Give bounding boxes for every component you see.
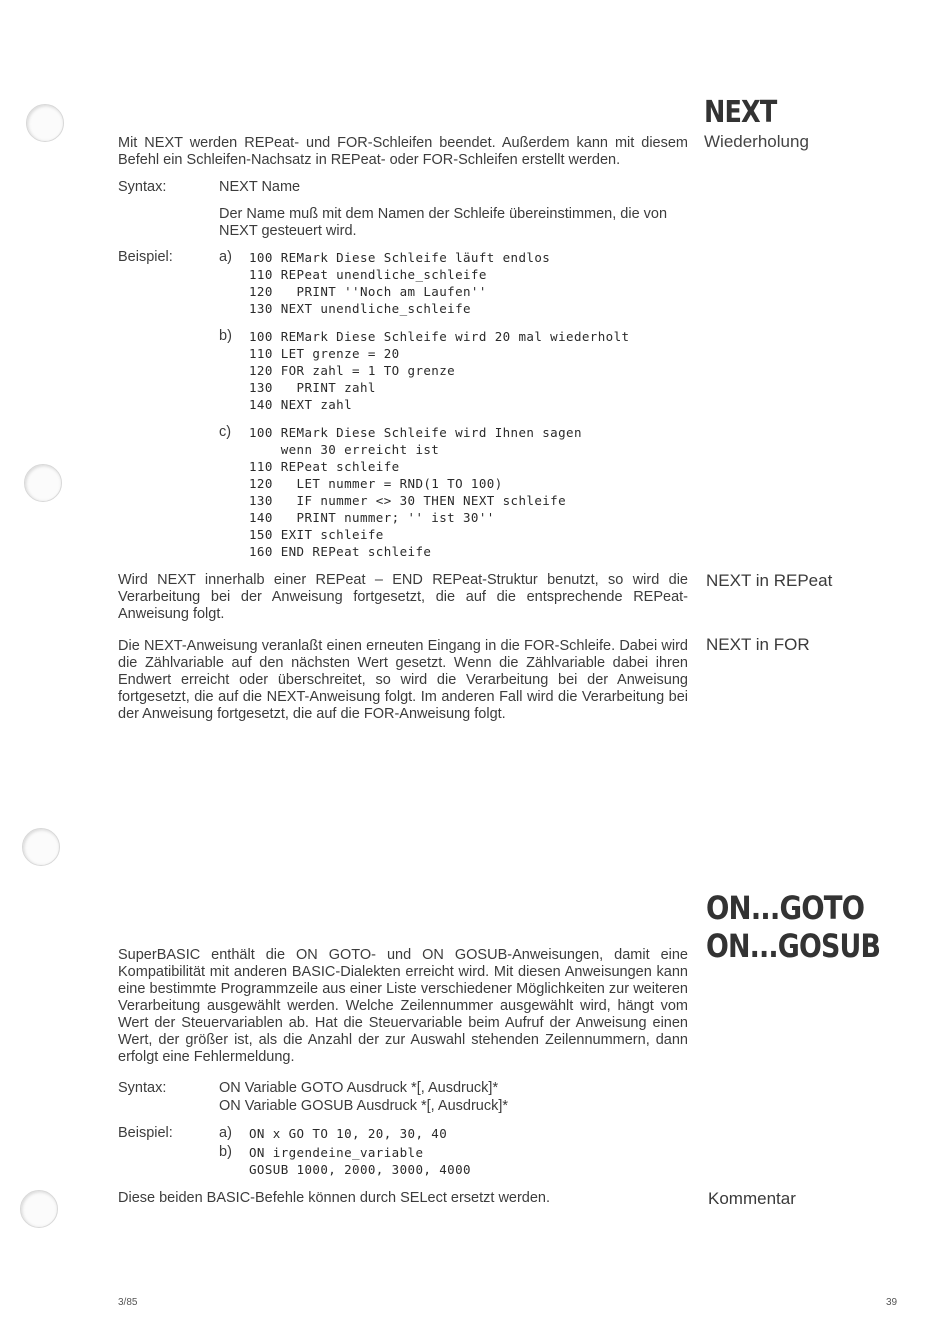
- on-goto-title: ON...GOTO: [706, 889, 865, 927]
- on-gosub-title: ON...GOSUB: [706, 927, 881, 965]
- next-subtitle: Wiederholung: [704, 132, 809, 151]
- next-in-for-paragraph: Die NEXT-Anweisung veranlaßt einen erneuten Eingang in die FOR-Schleife. Dabei wird die Zählvariable auf den nächsten Wert gesetzt. Wenn die Zählvariable dabei ihren Endwert erreicht oder überschreitet, so wird die Verarbeitung bei der Anweisung fortgesetzt, die auf die NEXT-Anweisung folgt. Im anderen Fall wird die Verarbeitung bei der Anweisung fortgesetzt, die auf die FOR-Anweisung folgt.: [118, 638, 688, 722]
- on-code-example-b: ON irgendeine_variable GOSUB 1000, 2000, 3000, 4000: [249, 1145, 471, 1177]
- next-in-repeat-heading: NEXT in REPeat: [706, 571, 833, 590]
- kommentar-heading: Kommentar: [708, 1189, 796, 1208]
- on-syntax-label: Syntax:: [118, 1080, 167, 1096]
- code-example-b: 100 REMark Diese Schleife wird 20 mal wiederholt 110 LET grenze = 20 120 FOR zahl = 1 TO grenze 130 PRINT zahl 140 NEXT zahl: [249, 329, 630, 412]
- next-syntax: NEXT Name: [219, 179, 301, 195]
- binder-hole: [24, 464, 62, 502]
- binder-hole: [20, 1190, 58, 1228]
- example-letter: b): [219, 1144, 232, 1160]
- next-in-repeat-paragraph: Wird NEXT innerhalb einer REPeat – END REPeat-Struktur benutzt, so wird die Verarbeitung bei der Anweisung fortgesetzt, die auf die entsprechende REPeat-Anweisung folgt.: [118, 572, 688, 622]
- on-syntax-gosub: ON Variable GOSUB Ausdruck *[, Ausdruck]*: [219, 1098, 509, 1114]
- on-syntax-goto: ON Variable GOTO Ausdruck *[, Ausdruck]*: [219, 1080, 499, 1096]
- binder-hole: [22, 828, 60, 866]
- on-example-label: Beispiel:: [118, 1125, 173, 1141]
- next-in-for-heading: NEXT in FOR: [706, 635, 810, 654]
- on-code-example-a: ON x GO TO 10, 20, 30, 40: [249, 1126, 448, 1141]
- example-letter: a): [219, 1125, 232, 1141]
- next-keyword-title: NEXT: [704, 95, 777, 130]
- next-syntax-note: Der Name muß mit dem Namen der Schleife übereinstimmen, die von NEXT gesteuert wird.: [219, 206, 668, 239]
- on-intro: SuperBASIC enthält die ON GOTO- und ON GOSUB-Anweisungen, damit eine Kompatibilität mit anderen BASIC-Dialekten erreicht wird. Mit diesen Anweisungen kann eine bestimmte Programmzeile aus einer Liste verschiedener Möglichkeiten zur weiteren Verarbeitung ausgewählt werden. Welche Zeilennummer ausgewählt wird, hängt vom Wert der Steuervariablen ab. Hat die Steuervariable beim Aufruf der Anweisung einen Wert, der größer ist, als die Anzahl der zur Auswahl stehenden Zeilennummern, dann erfolgt eine Fehlermeldung.: [118, 947, 688, 1065]
- next-syntax-label: Syntax:: [118, 179, 167, 195]
- footer-date: 3/85: [118, 1297, 138, 1308]
- example-letter: a): [219, 249, 232, 265]
- code-example-c: 100 REMark Diese Schleife wird Ihnen sagen wenn 30 erreicht ist 110 REPeat schleife 120 LET nummer = RND(1 TO 100) 130 IF nummer <> 30 THEN NEXT schleife 140 PRINT nummer; '' ist 30'' 150 EXIT schleife 160 END REPeat schleife: [249, 425, 582, 559]
- code-example-a: 100 REMark Diese Schleife läuft endlos 110 REPeat unendliche_schleife 120 PRINT ''Noch am Laufen'' 130 NEXT unendliche_schleife: [249, 250, 551, 316]
- page-number: 39: [886, 1297, 898, 1308]
- next-example-label: Beispiel:: [118, 249, 173, 265]
- binder-hole: [26, 104, 64, 142]
- example-letter: b): [219, 328, 232, 344]
- on-comment-paragraph: Diese beiden BASIC-Befehle können durch SELect ersetzt werden.: [118, 1190, 551, 1206]
- next-intro: Mit NEXT werden REPeat- und FOR-Schleifen beendet. Außerdem kann mit diesem Befehl ein Schleifen-Nachsatz in REPeat- oder FOR-Schleifen erstellt werden.: [118, 135, 688, 168]
- example-letter: c): [219, 424, 232, 440]
